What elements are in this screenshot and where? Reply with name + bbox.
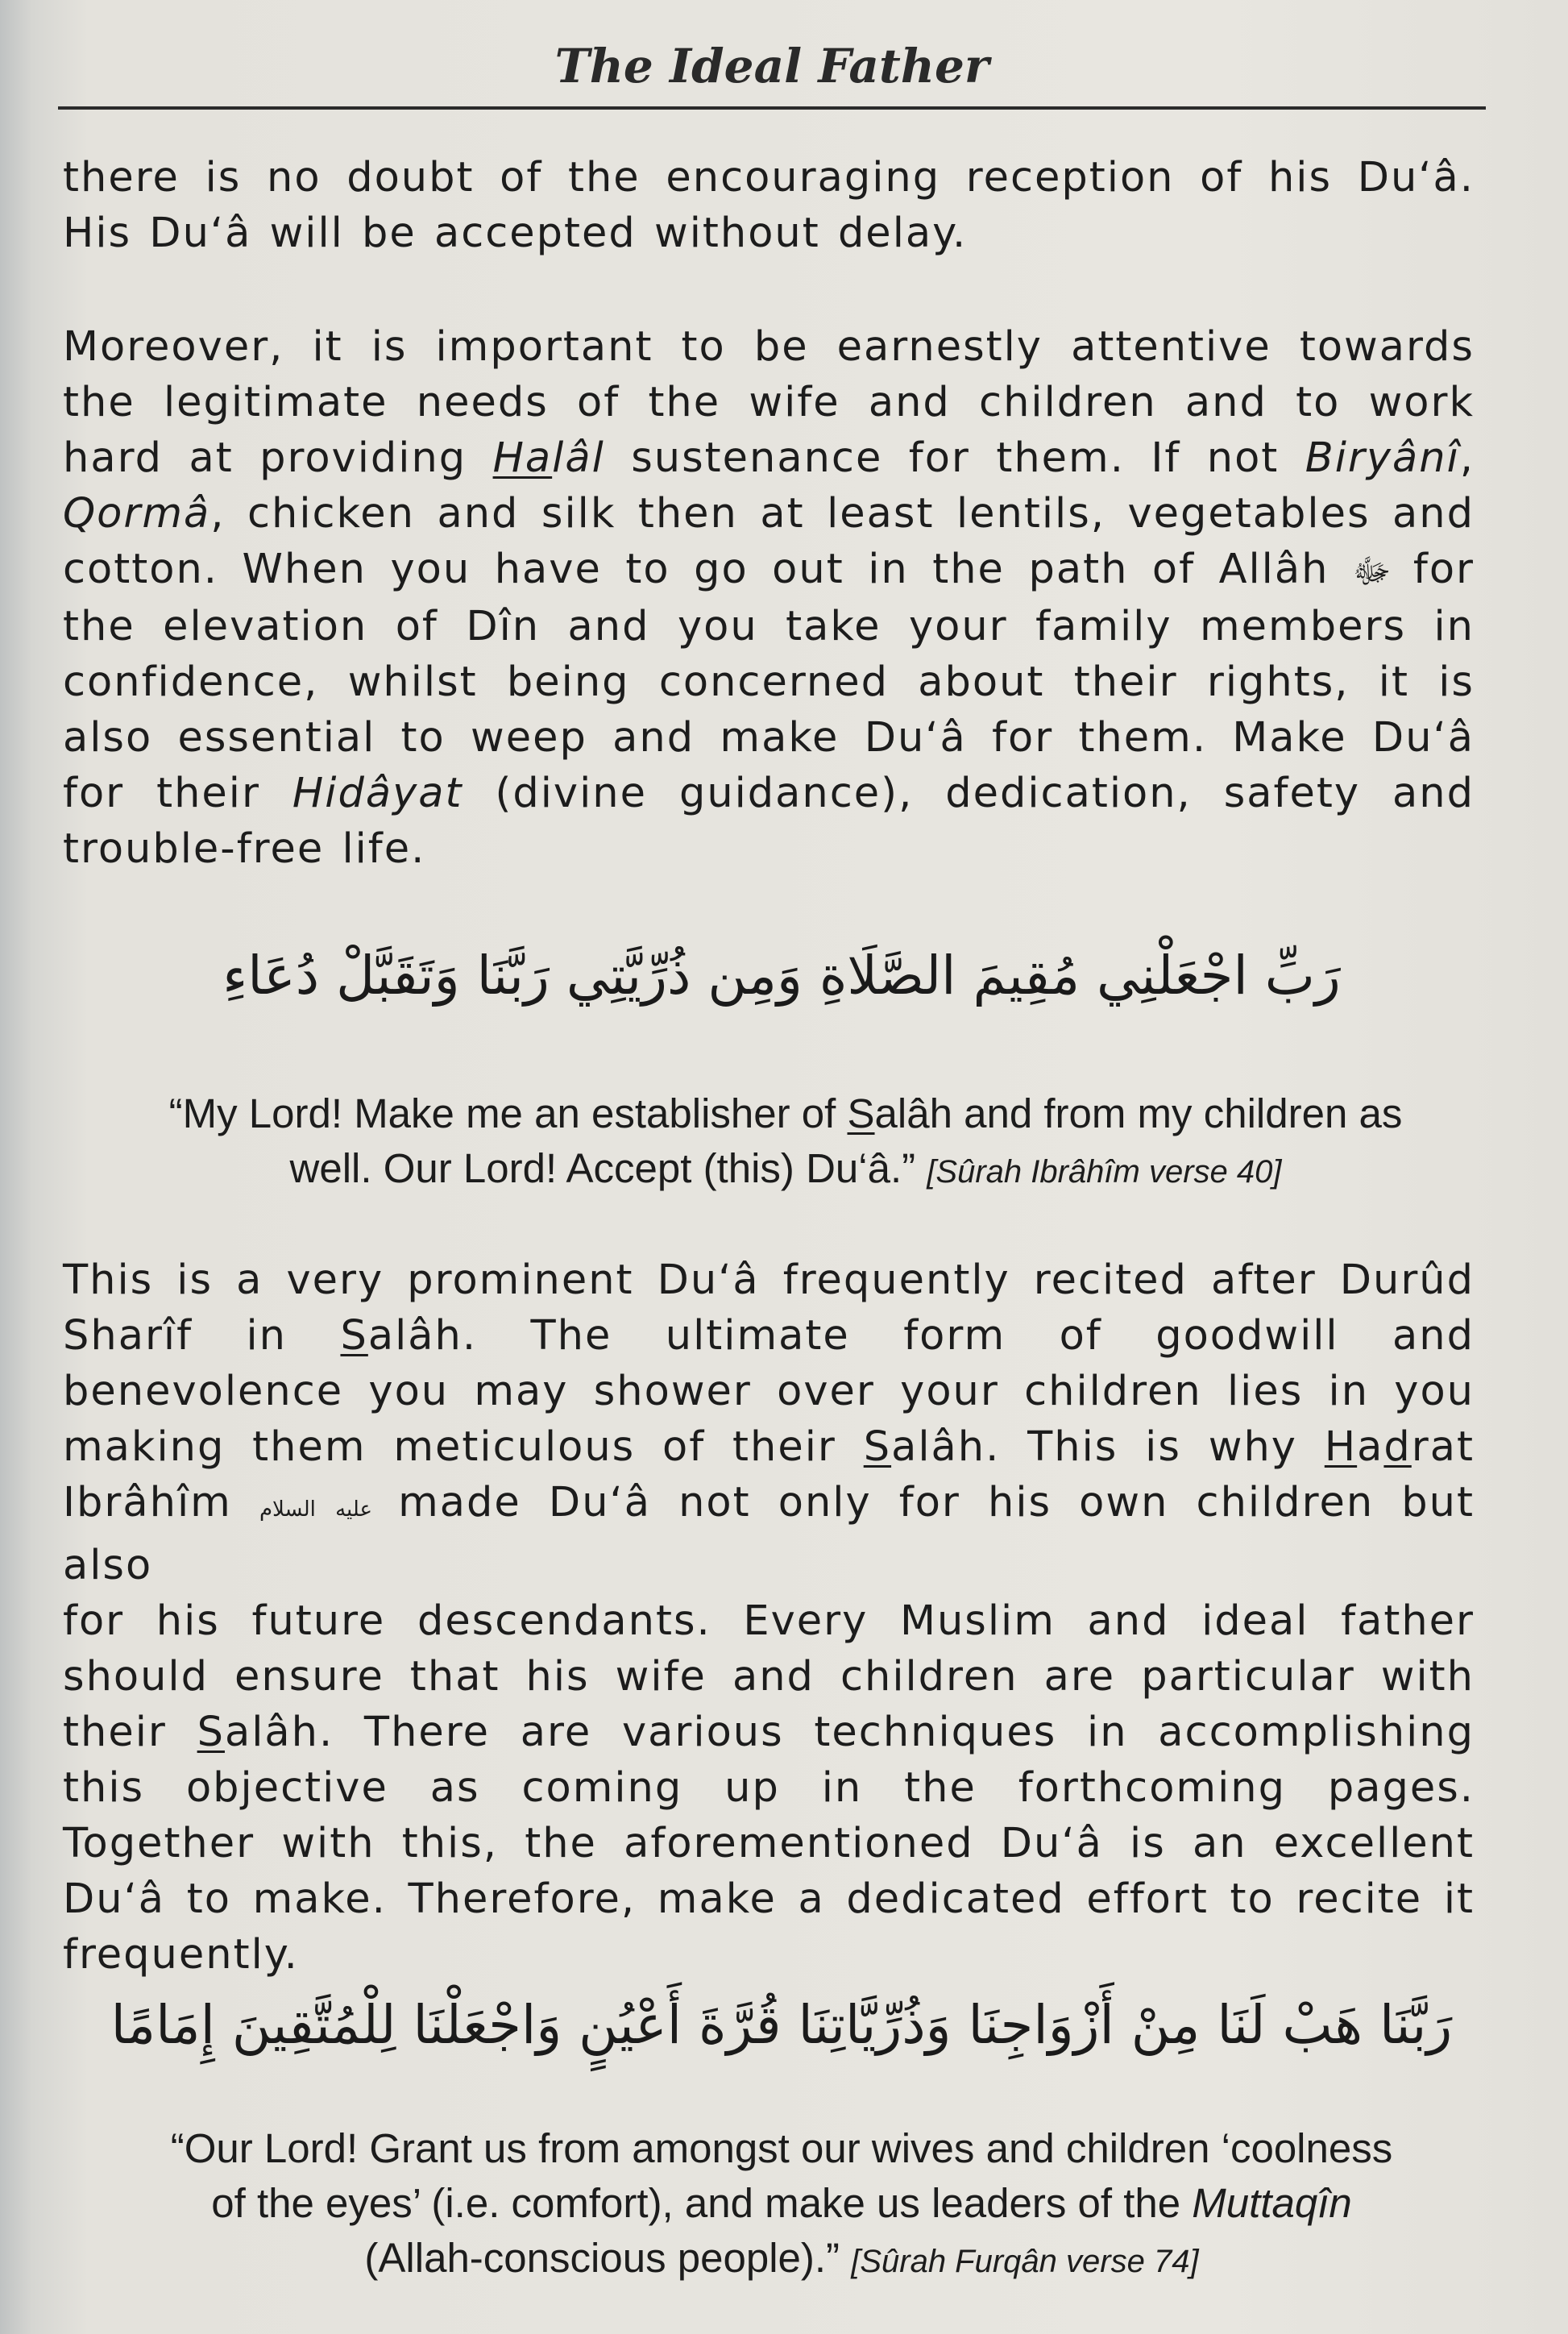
paragraph-1-line-2: His Du‘â will be accepted without delay.	[63, 210, 968, 257]
term-muttaqin: Muttaqîn	[1192, 2180, 1352, 2226]
paragraph-2-line-4: Qormâ, chicken and silk then at least lentils, vegetables and	[63, 490, 1475, 538]
translation-quote-2	[48, 2121, 1515, 2289]
paragraph-3-line-10: Together with this, the aforementioned Du‘â is an excellent	[63, 1820, 1475, 1867]
term-hidayat: Hidâyat	[292, 770, 463, 817]
paragraph-3-line-5: Ibrâhîm عليه السلام made Du‘â not only for his own children but also	[63, 1479, 1475, 1589]
paragraph-2-line-10: trouble-free life.	[63, 825, 426, 873]
paragraph-3-line-2: Sharîf in Salâh. The ultimate form of goodwill and	[63, 1312, 1475, 1360]
paragraph-2-line-2: the legitimate needs of the wife and children and to work	[63, 379, 1475, 426]
honorific-glyph: ﷻ	[1352, 551, 1392, 591]
term-biryani: Biryânî	[1305, 434, 1460, 482]
paragraph-3-line-1: This is a very prominent Du‘â frequently recited after Durûd	[63, 1256, 1475, 1304]
paragraph-3-line-3: benevolence you may shower over your children lies in you	[63, 1368, 1475, 1415]
paragraph-2-line-5: cotton. When you have to go out in the path of Allâh ﷻ for	[63, 546, 1475, 593]
quote-1-line-1: “My Lord! Make me an establisher of Salâh and from my children as	[168, 1090, 1403, 1136]
paragraph-2-line-7: confidence, whilst being concerned about their rights, it is	[63, 658, 1475, 706]
running-header: The Ideal Father	[554, 39, 989, 93]
quote-2-line-1: “Our Lord! Grant us from amongst our wives and children ‘coolness	[170, 2125, 1393, 2171]
paragraph-3-line-11: Du‘â to make. Therefore, make a dedicated effort to recite it	[63, 1875, 1475, 1923]
quote-2-line-2: of the eyes’ (i.e. comfort), and make us leaders of the Muttaqîn	[211, 2180, 1352, 2226]
term-halal-rest: lâl	[552, 434, 605, 482]
paragraph-2-line-1: Moreover, it is important to be earnestly attentive towards	[63, 323, 1475, 371]
paragraph-2-line-9: for their Hidâyat (divine guidance), dedication, safety and	[63, 770, 1475, 817]
header-rule	[58, 106, 1486, 110]
paragraph-2	[63, 319, 1475, 877]
paragraph-1-line-1: there is no doubt of the encouraging reception of his Du‘â.	[63, 154, 1475, 201]
term-halal-underlined: Ha	[492, 434, 553, 482]
paragraph-3-line-6: for his future descendants. Every Muslim and ideal father	[63, 1597, 1475, 1645]
term-qorma: Qormâ	[63, 490, 211, 538]
paragraph-2-line-3: hard at providing Halâl sustenance for them. If not Biryânî,	[63, 434, 1475, 482]
quote-1-reference: [Sûrah Ibrâhîm verse 40]	[927, 1154, 1282, 1190]
paragraph-3	[63, 1252, 1475, 1983]
paragraph-2-line-6: the elevation of Dîn and you take your family members in	[63, 603, 1475, 650]
paragraph-2-line-8: also essential to weep and make Du‘â for them. Make Du‘â	[63, 714, 1475, 762]
paragraph-3-line-8: their Salâh. There are various techniques in accomplishing	[63, 1709, 1475, 1756]
arabic-verse-2: رَبَّنَا هَبْ لَنَا مِنْ أَزْوَاجِنَا وَذُرِّيَّاتِنَا قُرَّةَ أَعْيُنٍ وَاجْعَلْنَا لِلْمُتَّقِينَ إِمَامًا	[110, 1994, 1453, 2056]
quote-2-line-3: (Allah-conscious people).” [Sûrah Furqân verse 74]	[364, 2235, 1199, 2281]
paragraph-3-line-12: frequently.	[63, 1931, 299, 1979]
translation-quote-1	[64, 1086, 1507, 1199]
salutation-glyph: عليه السلام	[259, 1497, 372, 1522]
paragraph-1	[63, 150, 1475, 261]
paragraph-3-line-4: making them meticulous of their Salâh. This is why Hadrat	[63, 1423, 1475, 1471]
paragraph-3-line-9: this objective as coming up in the forthcoming pages.	[63, 1764, 1475, 1812]
paragraph-3-line-7: should ensure that his wife and children are particular with	[63, 1653, 1475, 1701]
quote-1-line-2: well. Our Lord! Accept (this) Du‘â.” [Sûrah Ibrâhîm verse 40]	[289, 1145, 1282, 1191]
quote-2-reference: [Sûrah Furqân verse 74]	[851, 2244, 1199, 2279]
arabic-verse-1: رَبِّ اجْعَلْنِي مُقِيمَ الصَّلَاةِ وَمِن ذُرِّيَّتِي رَبَّنَا وَتَقَبَّلْ دُعَاءِ	[222, 945, 1341, 1007]
